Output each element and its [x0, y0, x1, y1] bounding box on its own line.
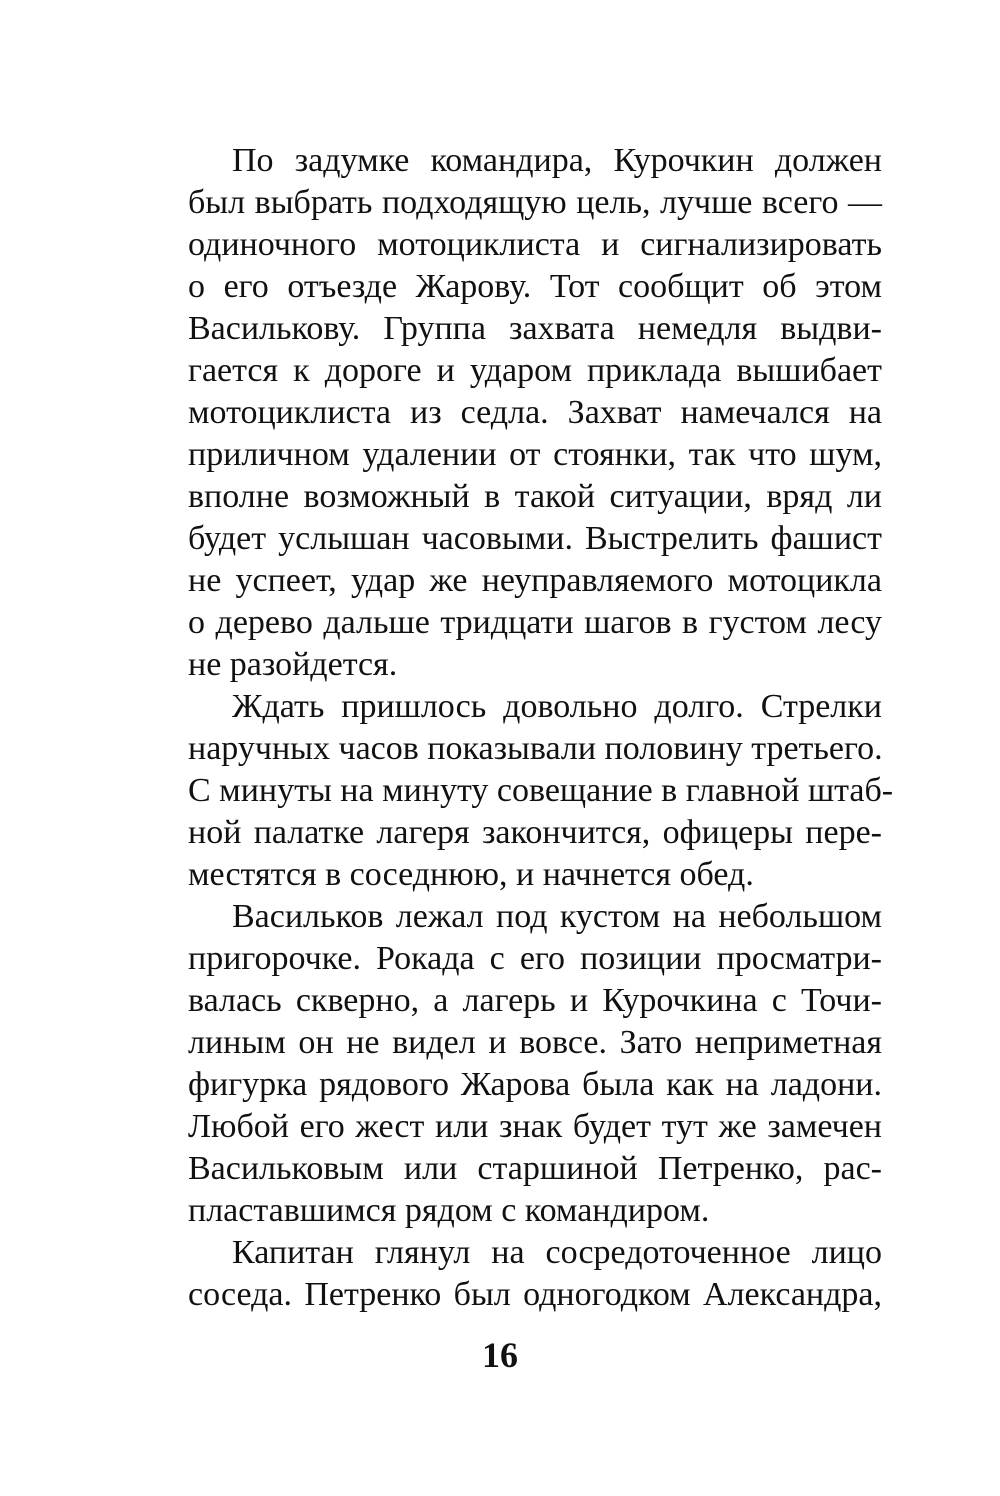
text-line: вполне возможный в такой ситуации, вряд ли [188, 478, 882, 515]
text-line: пластавшимся рядом с командиром. [188, 1192, 710, 1229]
text-line: одиночного мотоциклиста и сигнализировать [188, 226, 882, 263]
text-line: линым он не видел и вовсе. Зато неприметная [188, 1024, 882, 1061]
text-line: Василькову. Группа захвата немедля выдви- [188, 310, 882, 347]
text-line: соседа. Петренко был одногодком Александра, [188, 1276, 882, 1313]
text-line: Любой его жест или знак будет тут же замечен [188, 1108, 882, 1145]
text-line: приличном удалении от стоянки, так что шум, [188, 436, 882, 473]
text-line: гается к дороге и ударом приклада вышибает [188, 352, 882, 389]
text-line: Капитан глянул на сосредоточенное лицо [232, 1234, 882, 1271]
text-line: мотоциклиста из седла. Захват намечался на [188, 394, 882, 431]
text-line: наручных часов показывали половину третьего. [188, 730, 883, 767]
text-line: фигурка рядового Жарова была как на ладони. [188, 1066, 882, 1103]
body-text [188, 140, 894, 1316]
text-line: местятся в соседнюю, и начнется обед. [188, 856, 754, 893]
text-line: По задумке командира, Курочкин должен [232, 142, 882, 179]
text-line: ной палатке лагеря закончится, офицеры пере- [188, 814, 882, 851]
page-number: 16 [482, 1335, 518, 1375]
text-line: Васильков лежал под кустом на небольшом [232, 898, 882, 935]
text-line: не разойдется. [188, 646, 398, 683]
text-line: пригорочке. Рокада с его позиции просматри- [188, 940, 882, 977]
text-line: не успеет, удар же неуправляемого мотоцикла [188, 562, 882, 599]
text-line: о его отъезде Жарову. Тот сообщит об этом [188, 268, 882, 305]
text-line: будет услышан часовыми. Выстрелить фашист [188, 520, 882, 557]
text-line: Ждать пришлось довольно долго. Стрелки [232, 688, 882, 725]
text-line: С минуты на минуту совещание в главной штаб- [188, 772, 894, 809]
text-line: был выбрать подходящую цель, лучше всего — [188, 184, 882, 221]
text-line: о дерево дальше тридцати шагов в густом лесу [188, 604, 882, 641]
text-line: Васильковым или старшиной Петренко, рас- [188, 1150, 882, 1187]
text-line: валась скверно, а лагерь и Курочкина с Точи- [188, 982, 882, 1019]
